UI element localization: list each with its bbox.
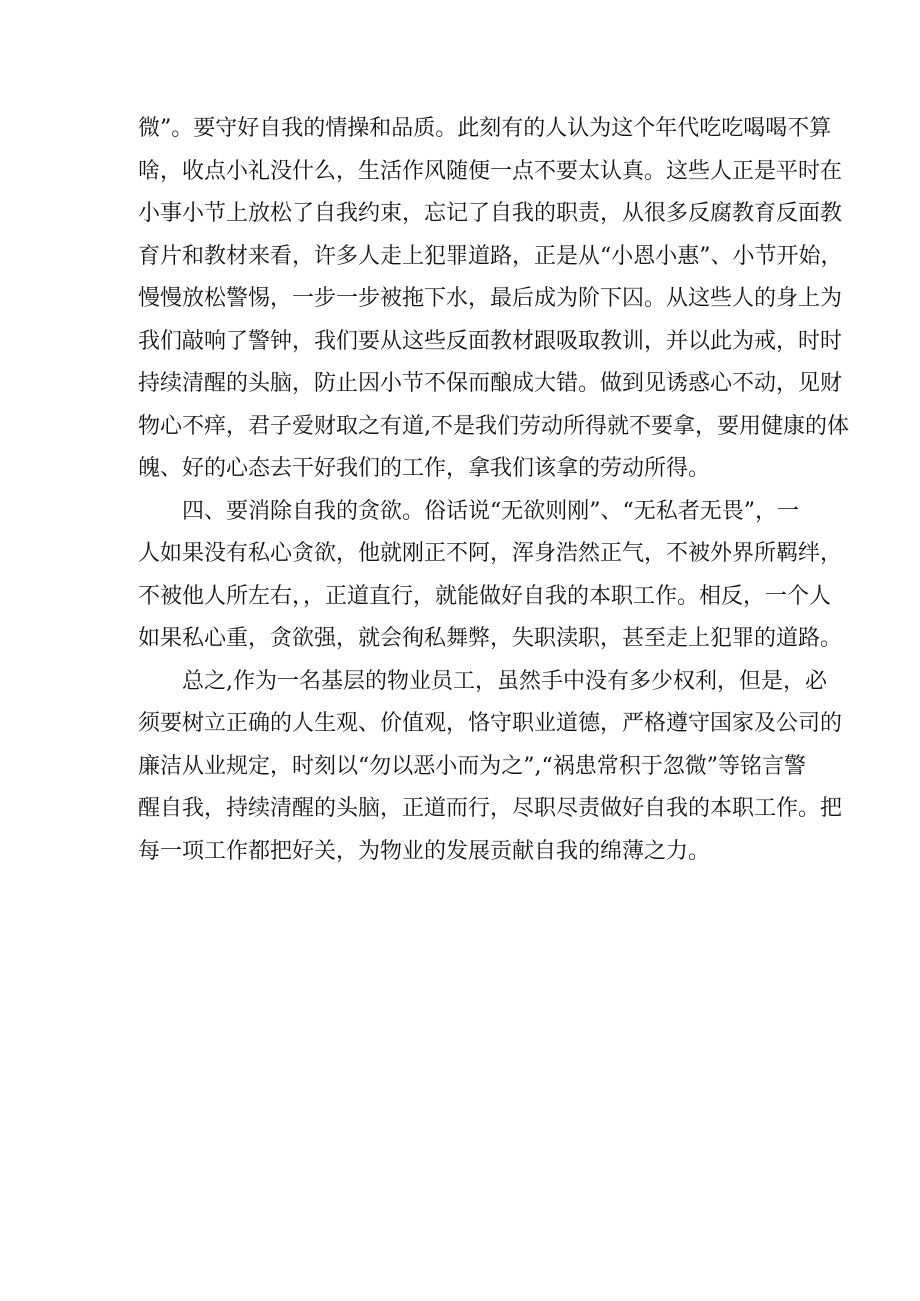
paragraph-line: 须要树立正确的人生观、价值观，恪守职业道德，严格遵守国家及公司的 (138, 711, 843, 736)
paragraph-line: 魄、好的心态去干好我们的工作，拿我们该拿的劳动所得。 (138, 456, 711, 481)
paragraph-line: 物心不痒，君子爱财取之有道,不是我们劳动所得就不要拿，要用健康的体 (138, 413, 849, 439)
paragraph-line: 育片和教材来看，许多人走上犯罪道路，正是从“小恩小惠”、小节开始， (138, 243, 843, 269)
paragraph-line: 每一项工作都把好关，为物业的发展贡献自我的绵薄之力。 (138, 838, 711, 864)
paragraph-line: 啥，收点小礼没什么，生活作风随便一点不要太认真。这些人正是平时在 (138, 158, 843, 184)
paragraph-line: 慢慢放松警惕，一步一步被拖下水，最后成为阶下囚。从这些人的身上为 (138, 286, 843, 311)
paragraph-line: 不被他人所左右，，正道直行，就能做好自我的本职工作。相反，一个人 (138, 583, 832, 609)
paragraph-line: 人如果没有私心贪欲，他就刚正不阿，浑身浩然正气，不被外界所羁绊， (138, 541, 843, 566)
paragraph-line: 如果私心重，贪欲强，就会徇私舞弊，失职渎职，甚至走上犯罪的道路。 (138, 626, 843, 651)
paragraph-line: 小事小节上放松了自我约束，忘记了自我的职责，从很多反腐教育反面教 (138, 201, 843, 226)
paragraph-line: 四、要消除自我的贪欲。俗话说“无欲则刚”、“无私者无畏”，一 (182, 498, 799, 524)
paragraph-line: 持续清醒的头脑，防止因小节不保而酿成大错。做到见诱惑心不动，见财 (138, 371, 843, 396)
paragraph-line: 总之,作为一名基层的物业员工，虽然手中没有多少权利，但是，必 (182, 668, 827, 694)
paragraph-line: 微”。要守好自我的情操和品质。此刻有的人认为这个年代吃吃喝喝不算 (138, 116, 832, 141)
document-body (138, 108, 849, 873)
paragraph-line: 廉洁从业规定，时刻以“勿以恶小而为之”,“祸患常积于忽微”等铭言警 (138, 753, 806, 779)
paragraph-line: 我们敲响了警钟，我们要从这些反面教材跟吸取教训，并以此为戒，时时 (138, 328, 843, 354)
paragraph-line: 醒自我，持续清醒的头脑，正道而行，尽职尽责做好自我的本职工作。把 (138, 796, 843, 821)
